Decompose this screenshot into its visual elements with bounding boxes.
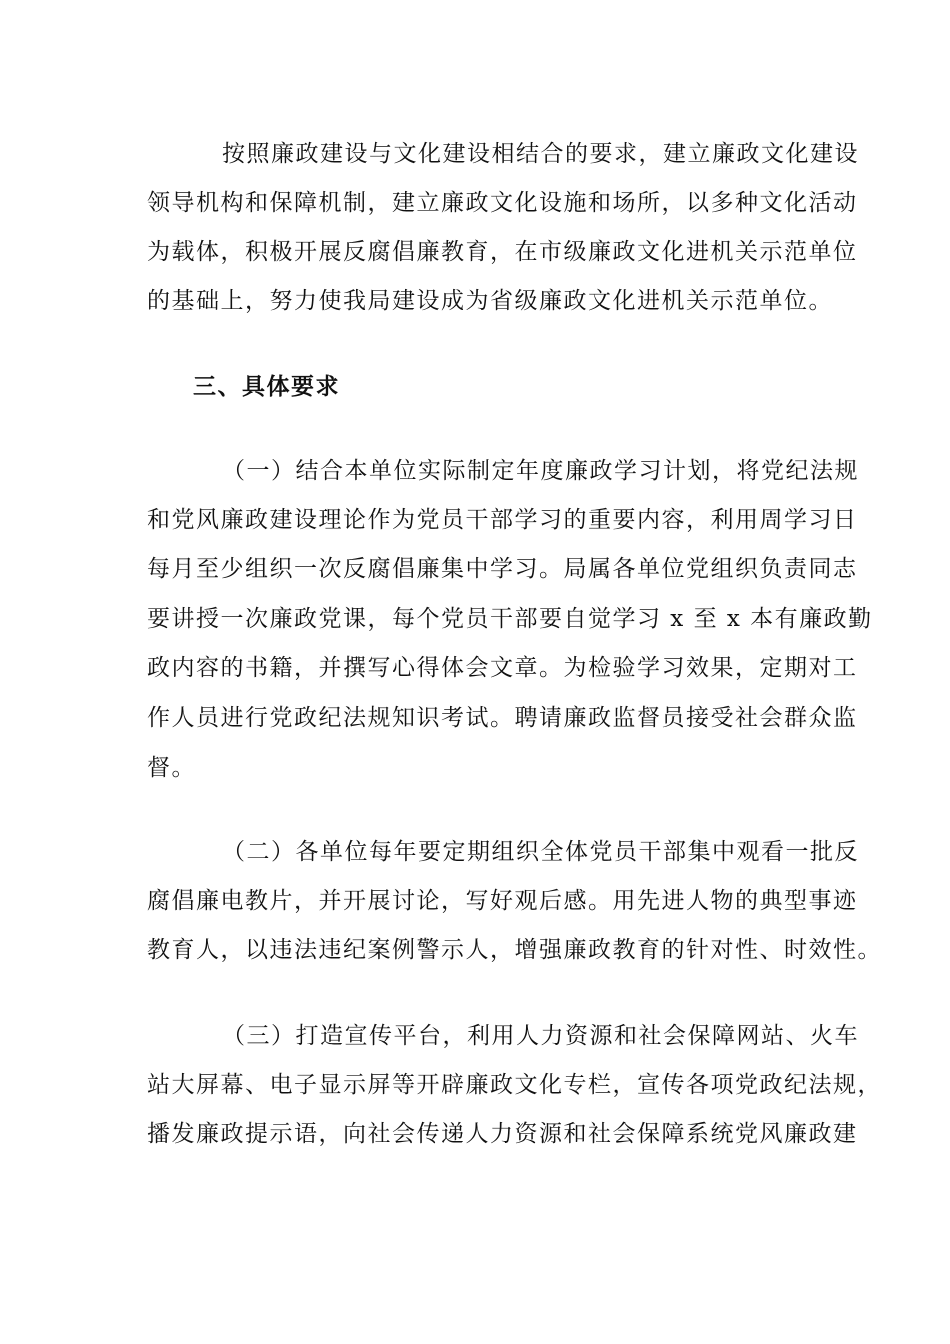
paragraph-4-line-1: （三）打造宣传平台，利用人力资源和社会保障网站、火车 xyxy=(222,1023,859,1049)
paragraph-1-line-3: 为载体，积极开展反腐倡廉教育，在市级廉政文化进机关示范单位 xyxy=(147,239,858,265)
paragraph-3-line-2: 腐倡廉电教片，并开展讨论，写好观后感。用先进人物的典型事迹 xyxy=(147,888,858,914)
paragraph-2-line-5: 政内容的书籍，并撰写心得体会文章。为检验学习效果，定期对工 xyxy=(147,655,858,681)
paragraph-2-line-3: 每月至少组织一次反腐倡廉集中学习。局属各单位党组织负责同志 xyxy=(147,556,858,582)
paragraph-2-line-2: 和党风廉政建设理论作为党员干部学习的重要内容，利用周学习日 xyxy=(147,507,858,533)
paragraph-4-line-3: 播发廉政提示语，向社会传递人力资源和社会保障系统党风廉政建 xyxy=(147,1121,858,1147)
paragraph-1-line-1: 按照廉政建设与文化建设相结合的要求，建立廉政文化建设 xyxy=(222,141,859,167)
paragraph-2-line-1: （一）结合本单位实际制定年度廉政学习计划，将党纪法规 xyxy=(222,458,859,484)
paragraph-4-line-2: 站大屏幕、电子显示屏等开辟廉政文化专栏，宣传各项党政纪法规， xyxy=(147,1072,882,1098)
paragraph-3-line-3: 教育人，以违法违纪案例警示人，增强廉政教育的针对性、时效性。 xyxy=(147,937,882,963)
paragraph-1-line-4: 的基础上，努力使我局建设成为省级廉政文化进机关示范单位。 xyxy=(147,288,833,314)
paragraph-1-line-2: 领导机构和保障机制，建立廉政文化设施和场所，以多种文化活动 xyxy=(147,190,858,216)
paragraph-3-line-1: （二）各单位每年要定期组织全体党员干部集中观看一批反 xyxy=(222,839,859,865)
paragraph-2-line-7: 督。 xyxy=(147,755,196,781)
section-heading: 三、具体要求 xyxy=(193,373,340,400)
paragraph-2-line-4: 要讲授一次廉政党课，每个党员干部要自觉学习 x 至 x 本有廉政勤 xyxy=(147,606,873,632)
paragraph-2-line-6: 作人员进行党政纪法规知识考试。聘请廉政监督员接受社会群众监 xyxy=(147,705,858,731)
